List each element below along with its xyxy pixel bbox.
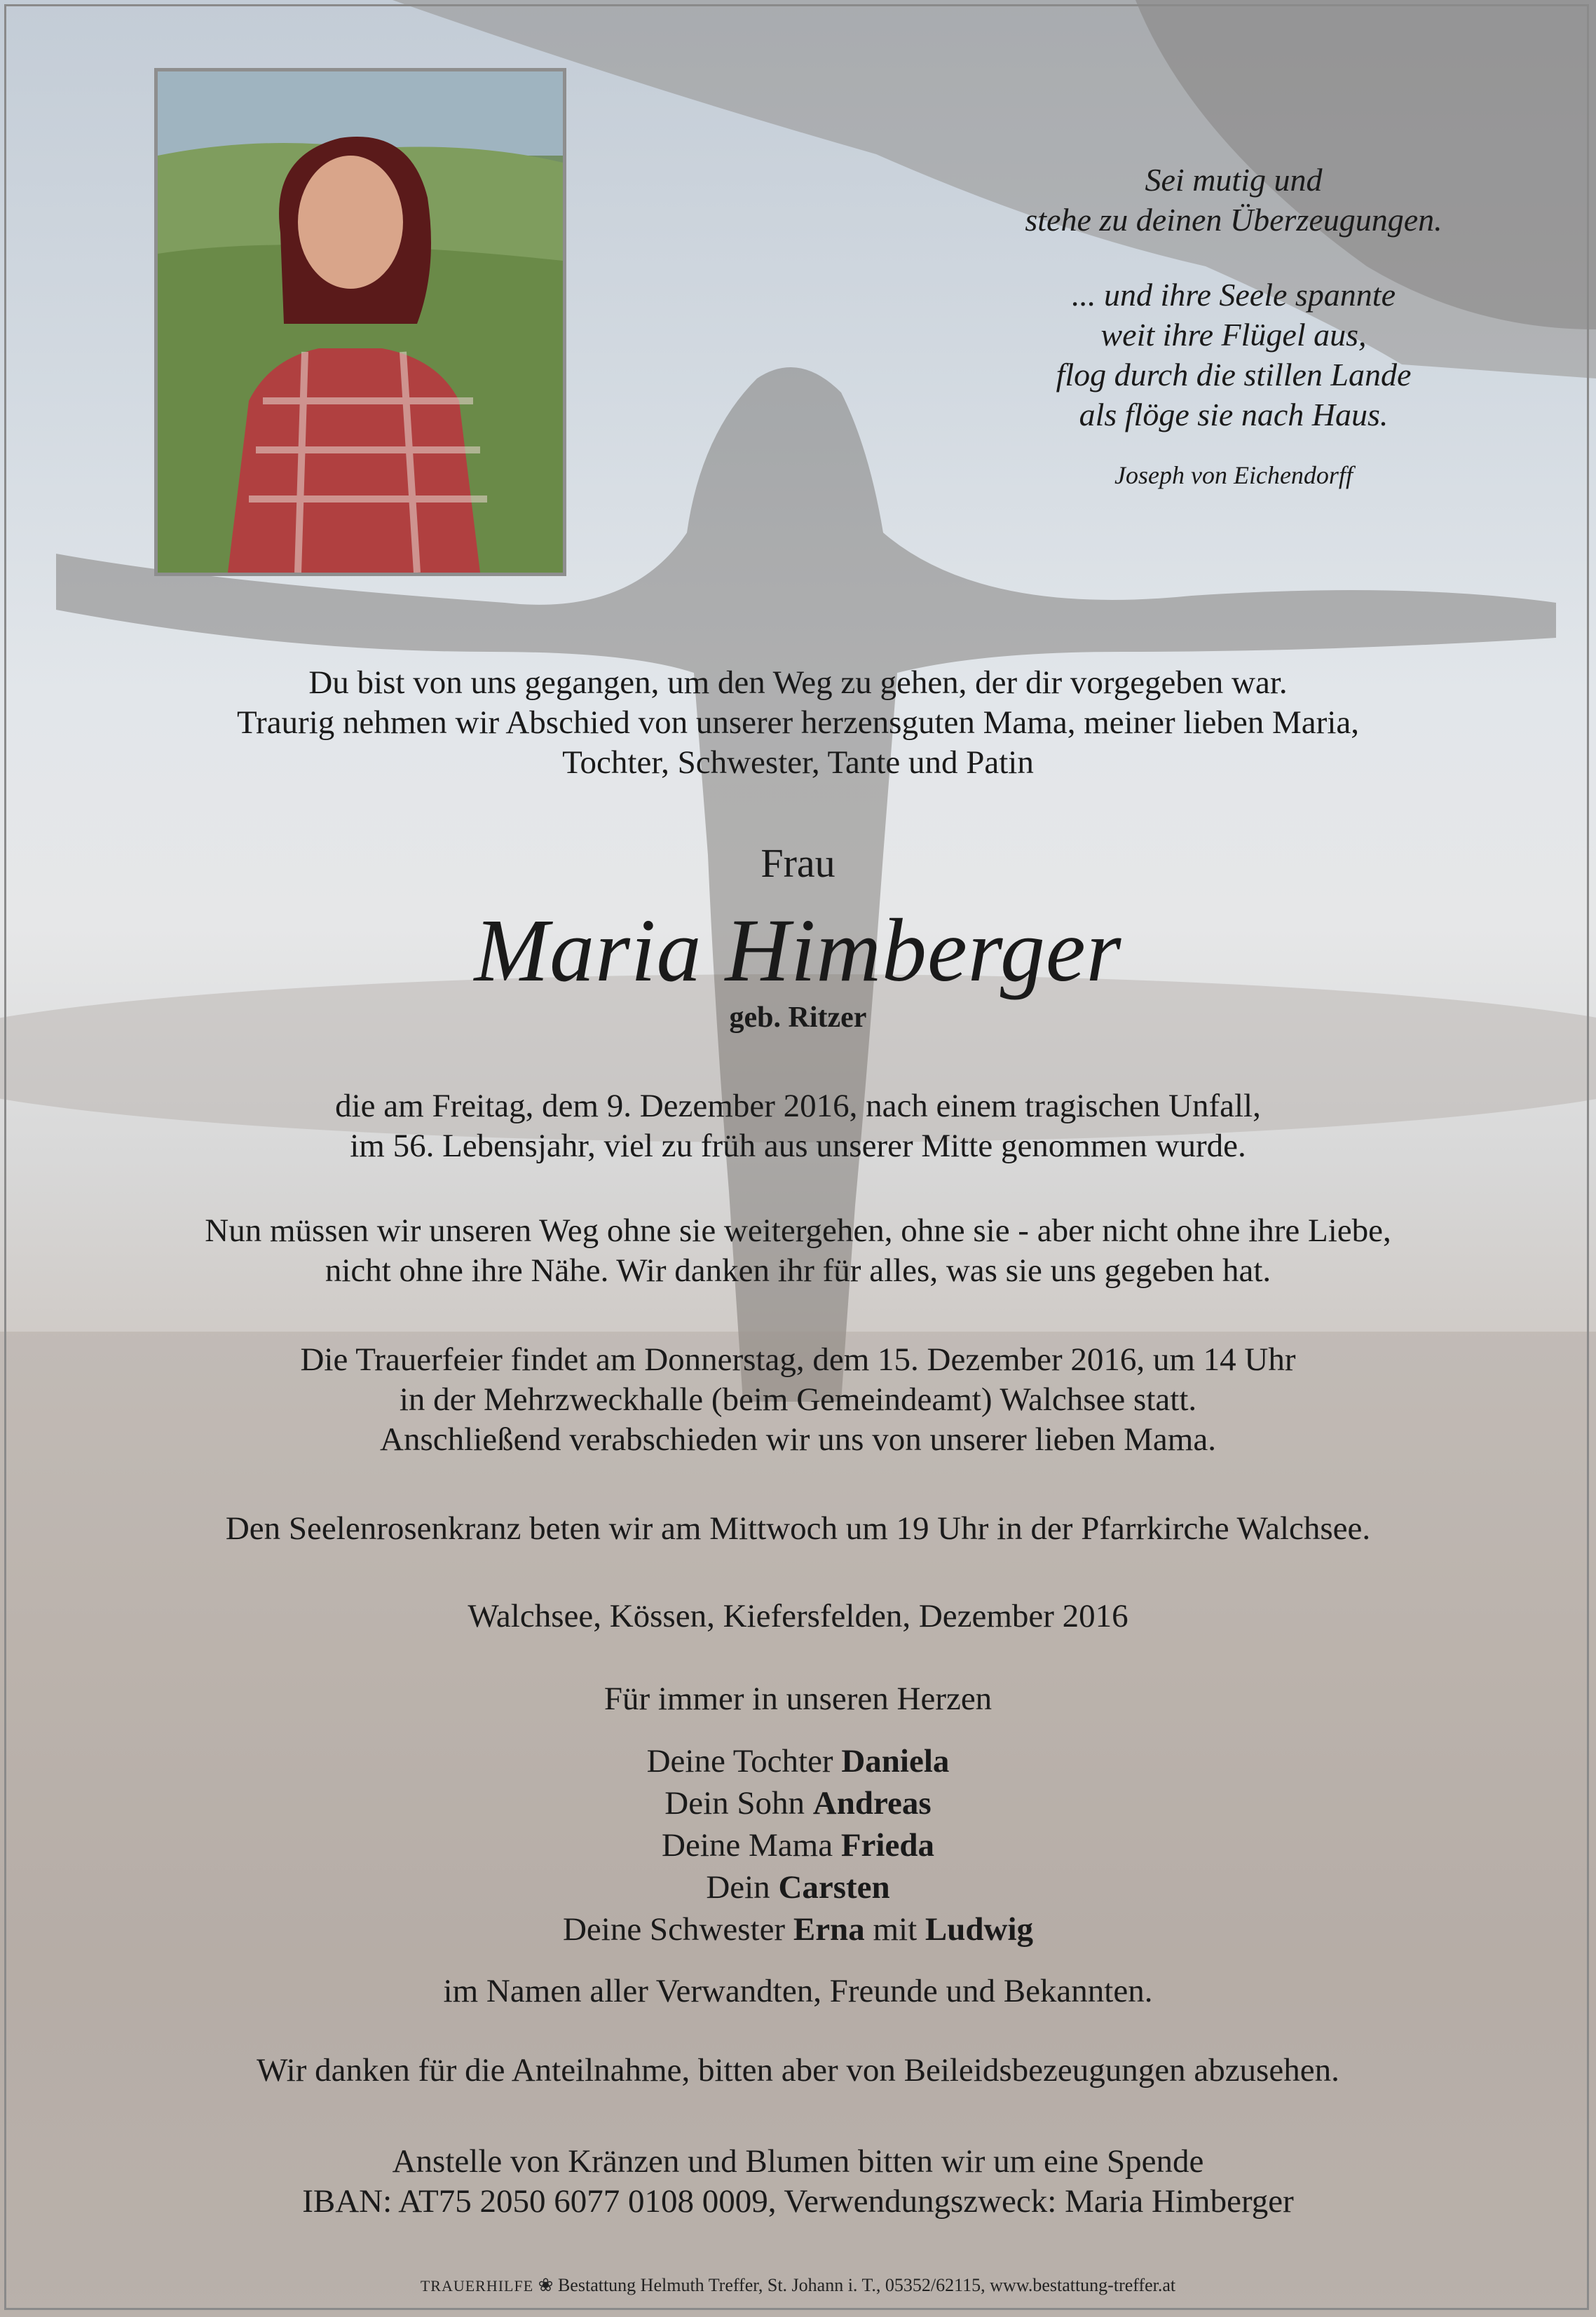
footer-text: Bestattung Helmuth Treffer, St. Johann i. T., 05352/62115, www.bestattung-treffer.at <box>557 2275 1176 2295</box>
quote-line: Sei mutig und <box>1145 162 1323 198</box>
quote-author: Joseph von Eichendorff <box>1114 461 1353 489</box>
deceased-name: Maria Himberger <box>474 901 1122 1000</box>
on-behalf-line: im Namen aller Verwandten, Freunde und Bekannten. <box>443 1973 1153 2009</box>
donation-info <box>0 2142 1596 2222</box>
rosary-info: Den Seelenrosenkranz beten wir am Mittwoch um 19 Uhr in der Pfarrkirche Walchsee. <box>225 1510 1371 1547</box>
mourner: Deine Mama Frieda <box>662 1827 934 1864</box>
reflection-line: Nun müssen wir unseren Weg ohne sie weitergehen, ohne sie - aber nicht ohne ihre Liebe, <box>205 1212 1391 1249</box>
death-line: im 56. Lebensjahr, viel zu früh aus unserer Mitte genommen wurde. <box>350 1128 1246 1164</box>
funeral-line: Anschließend verabschieden wir uns von unserer lieben Mama. <box>380 1421 1216 1458</box>
reflection-text <box>0 1211 1596 1291</box>
portrait-photo <box>154 68 566 576</box>
footer-brand: TRAUERHILFE <box>420 2277 534 2295</box>
intro-line: Tochter, Schwester, Tante und Patin <box>562 744 1034 781</box>
donation-line: IBAN: AT75 2050 6077 0108 0009, Verwendungszweck: Maria Himberger <box>302 2183 1294 2220</box>
funeral-info <box>0 1340 1596 1460</box>
donation-line: Anstelle von Kränzen und Blumen bitten wir um eine Spende <box>392 2143 1204 2180</box>
leaf-icon: ❀ <box>538 2275 554 2295</box>
forever-line: Für immer in unseren Herzen <box>603 1681 993 1717</box>
poem-quote <box>967 160 1500 495</box>
intro-line: Traurig nehmen wir Abschied von unserer herzensguten Mama, meiner lieben Maria, <box>236 704 1359 741</box>
maiden-name: geb. Ritzer <box>729 1002 867 1034</box>
quote-line: als flöge sie nach Haus. <box>1079 397 1389 432</box>
intro-line: Du bist von uns gegangen, um den Weg zu gehen, der dir vorgegeben war. <box>308 664 1288 701</box>
mourner: Deine Tochter Daniela <box>646 1743 950 1779</box>
mourner: Dein Carsten <box>706 1869 890 1906</box>
death-notice <box>0 1086 1596 1166</box>
quote-line: stehe zu deinen Überzeugungen. <box>1025 202 1442 238</box>
reflection-line: nicht ohne ihre Nähe. Wir danken ihr für alles, was sie uns gegeben hat. <box>325 1252 1271 1289</box>
quote-line: weit ihre Flügel aus, <box>1100 317 1367 353</box>
funeral-line: in der Mehrzweckhalle (beim Gemeindeamt) Walchsee statt. <box>399 1381 1197 1418</box>
mourner: Deine Schwester Erna mit Ludwig <box>562 1911 1034 1948</box>
death-line: die am Freitag, dem 9. Dezember 2016, nach einem tragischen Unfall, <box>335 1088 1261 1124</box>
undertaker-footer <box>0 2275 1596 2296</box>
thanks-line: Wir danken für die Anteilnahme, bitten aber von Beileidsbezeugungen abzusehen. <box>257 2052 1339 2089</box>
quote-line: flog durch die stillen Lande <box>1056 357 1412 392</box>
intro-text <box>0 663 1596 783</box>
quote-line: ... und ihre Seele spannte <box>1071 277 1396 313</box>
place-date: Walchsee, Kössen, Kiefersfelden, Dezember 2016 <box>468 1598 1128 1634</box>
mourner: Dein Sohn Andreas <box>664 1785 932 1822</box>
funeral-line: Die Trauerfeier findet am Donnerstag, dem 15. Dezember 2016, um 14 Uhr <box>300 1341 1296 1378</box>
portrait-figure <box>158 71 563 573</box>
title-frau: Frau <box>761 840 835 886</box>
mourners-list <box>0 1740 1596 1950</box>
